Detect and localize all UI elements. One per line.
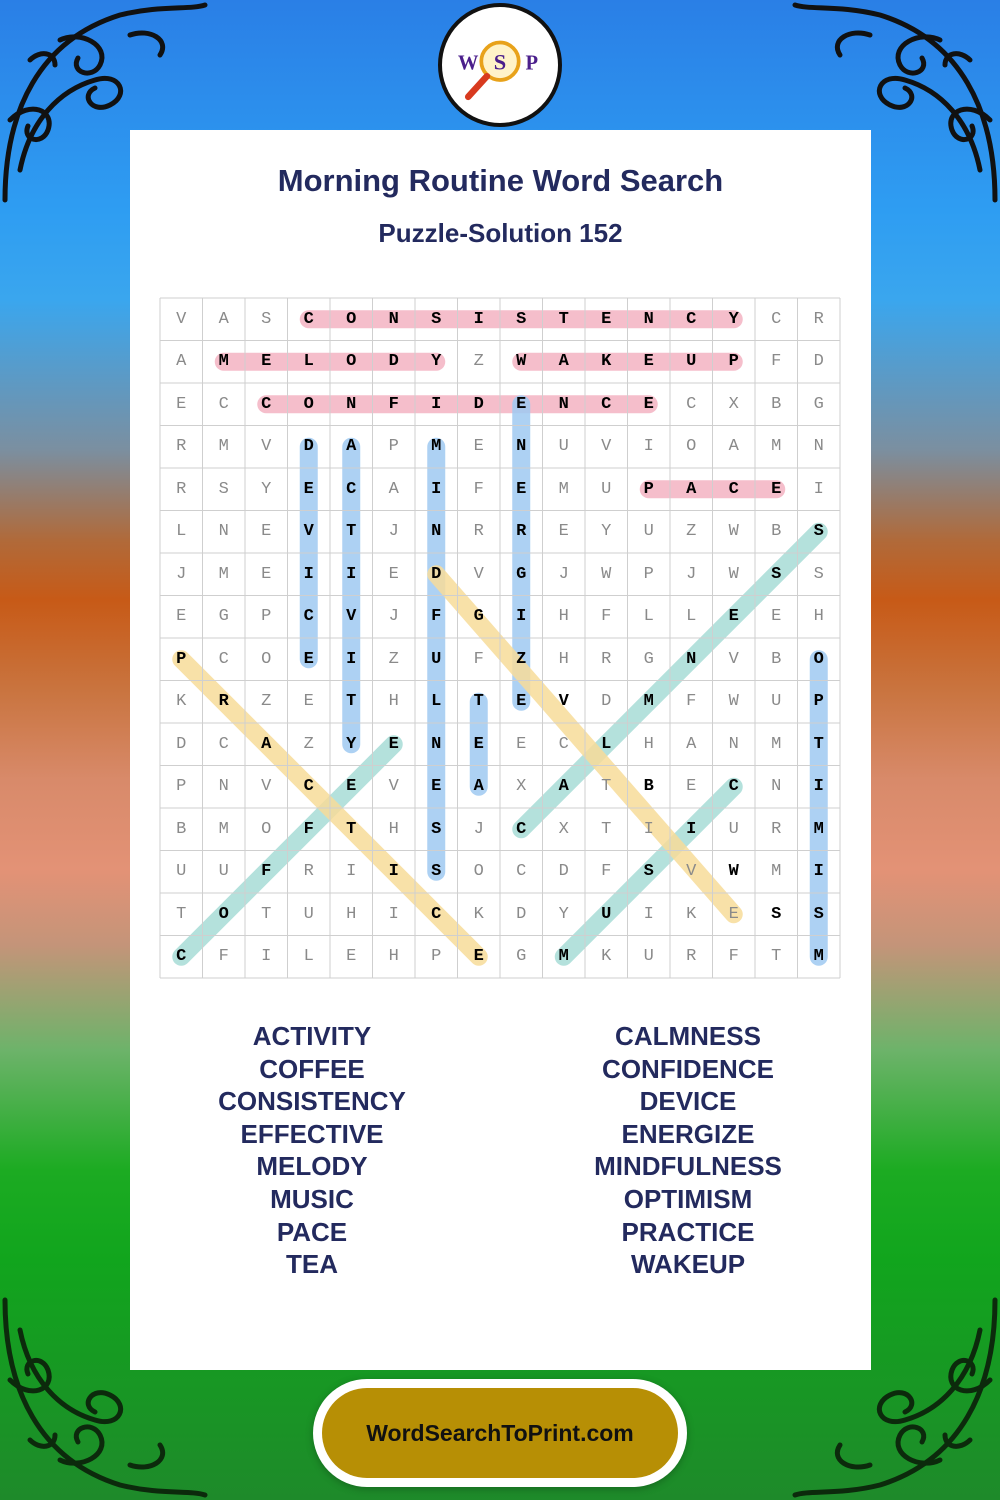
- grid-cell[interactable]: K: [473, 904, 484, 924]
- logo-letter-w: W: [457, 52, 479, 75]
- grid-cell[interactable]: U: [601, 479, 612, 499]
- grid-cell[interactable]: F: [473, 479, 484, 499]
- grid-cell[interactable]: H: [388, 692, 399, 712]
- grid-cell[interactable]: H: [813, 607, 824, 627]
- grid-cell[interactable]: N: [686, 649, 697, 669]
- grid-cell[interactable]: D: [813, 352, 824, 372]
- grid-cell[interactable]: E: [771, 479, 782, 499]
- grid-cell[interactable]: T: [346, 522, 357, 542]
- grid-cell[interactable]: R: [813, 309, 824, 329]
- grid-cell[interactable]: N: [431, 734, 442, 754]
- grid-cell[interactable]: Z: [388, 649, 399, 669]
- grid-cell[interactable]: D: [473, 394, 484, 414]
- grid-cell[interactable]: J: [558, 564, 569, 584]
- grid-cell[interactable]: I: [388, 904, 399, 924]
- grid-cell[interactable]: H: [558, 607, 569, 627]
- grid-cell[interactable]: M: [218, 819, 229, 839]
- grid-cell[interactable]: I: [261, 947, 272, 967]
- word-list-item: CALMNESS: [615, 1021, 761, 1051]
- grid-cell[interactable]: T: [558, 309, 569, 329]
- grid-cell[interactable]: R: [771, 819, 782, 839]
- grid-cell[interactable]: S: [516, 309, 527, 329]
- grid-cell[interactable]: V: [261, 777, 272, 797]
- logo-letter-p: P: [525, 52, 539, 75]
- grid-cell[interactable]: V: [346, 607, 357, 627]
- grid-cell[interactable]: C: [516, 862, 527, 882]
- grid-cell[interactable]: A: [686, 479, 697, 499]
- grid-cell[interactable]: C: [771, 309, 782, 329]
- grid-cell[interactable]: C: [346, 479, 357, 499]
- grid-cell[interactable]: E: [686, 777, 697, 797]
- grid-cell[interactable]: I: [516, 607, 527, 627]
- grid-cell[interactable]: V: [601, 437, 612, 457]
- grid-cell[interactable]: F: [601, 607, 612, 627]
- grid-cell[interactable]: E: [261, 522, 272, 542]
- grid-cell[interactable]: M: [431, 437, 442, 457]
- grid-cell[interactable]: X: [516, 777, 527, 797]
- grid-cell[interactable]: R: [601, 649, 612, 669]
- grid-cell[interactable]: A: [558, 352, 569, 372]
- grid-cell[interactable]: U: [558, 437, 569, 457]
- letter-grid: [160, 298, 840, 978]
- grid-cell[interactable]: I: [303, 564, 314, 584]
- grid-cell[interactable]: J: [686, 564, 697, 584]
- grid-cell[interactable]: B: [771, 649, 782, 669]
- grid-cell[interactable]: C: [303, 607, 314, 627]
- grid-cell[interactable]: T: [601, 777, 612, 797]
- grid-cell[interactable]: O: [261, 819, 272, 839]
- word-list-item: PRACTICE: [621, 1216, 755, 1247]
- grid-cell[interactable]: S: [771, 564, 782, 584]
- grid-cell[interactable]: J: [473, 819, 484, 839]
- grid-cell[interactable]: U: [643, 947, 654, 967]
- grid-cell[interactable]: S: [431, 309, 442, 329]
- grid-cell[interactable]: K: [176, 692, 187, 712]
- grid-cell[interactable]: C: [303, 309, 314, 329]
- grid-cell[interactable]: T: [346, 692, 357, 712]
- website-button[interactable]: [322, 1388, 678, 1478]
- grid-cell[interactable]: F: [261, 862, 272, 882]
- grid-cell[interactable]: C: [516, 819, 527, 839]
- grid-cell[interactable]: E: [601, 309, 612, 329]
- grid-cell[interactable]: E: [516, 734, 527, 754]
- grid-cell[interactable]: I: [346, 649, 357, 669]
- grid-cell[interactable]: R: [516, 522, 527, 542]
- grid-cell[interactable]: N: [643, 309, 654, 329]
- grid-cell[interactable]: H: [346, 904, 357, 924]
- grid-cell[interactable]: Z: [516, 649, 527, 669]
- grid-cell[interactable]: F: [771, 352, 782, 372]
- grid-cell[interactable]: R: [176, 479, 187, 499]
- grid-cell[interactable]: U: [176, 862, 187, 882]
- wsp-logo[interactable]: [438, 3, 562, 127]
- grid-cell[interactable]: T: [771, 947, 782, 967]
- grid-cell[interactable]: G: [218, 607, 229, 627]
- grid-cell[interactable]: S: [431, 819, 442, 839]
- grid-cell[interactable]: O: [303, 394, 314, 414]
- grid-cell[interactable]: I: [388, 862, 399, 882]
- grid-cell[interactable]: A: [558, 777, 569, 797]
- page-subtitle: Puzzle-Solution 152: [378, 218, 623, 248]
- grid-cell[interactable]: C: [686, 309, 697, 329]
- grid-cell[interactable]: C: [686, 394, 697, 414]
- grid-cell[interactable]: H: [643, 734, 654, 754]
- word-list-item: EFFECTIVE: [240, 1118, 384, 1149]
- grid-cell[interactable]: D: [388, 352, 399, 372]
- grid-cell[interactable]: D: [303, 437, 314, 457]
- grid-cell[interactable]: R: [176, 437, 187, 457]
- grid-cell[interactable]: Y: [346, 734, 357, 754]
- grid-cell[interactable]: K: [601, 947, 612, 967]
- grid-cell[interactable]: J: [388, 607, 399, 627]
- website-label: WordSearchToPrint.com: [366, 1419, 634, 1446]
- grid-cell[interactable]: E: [346, 947, 357, 967]
- grid-cell[interactable]: T: [601, 819, 612, 839]
- word-list-item: MINDFULNESS: [594, 1151, 782, 1182]
- grid-cell[interactable]: U: [303, 904, 314, 924]
- grid-cell[interactable]: F: [303, 819, 314, 839]
- grid-cell[interactable]: B: [771, 394, 782, 414]
- grid-cell[interactable]: E: [516, 479, 527, 499]
- grid-cell[interactable]: M: [643, 692, 654, 712]
- grid-cell[interactable]: G: [516, 564, 527, 584]
- word-list-item: TEA: [286, 1249, 338, 1280]
- grid-cell[interactable]: P: [176, 777, 187, 797]
- grid-cell[interactable]: T: [261, 904, 272, 924]
- grid-cell[interactable]: S: [218, 479, 229, 499]
- grid-cell[interactable]: E: [303, 649, 314, 669]
- grid-cell[interactable]: G: [473, 607, 484, 627]
- word-search-grid: [160, 298, 840, 978]
- grid-cell[interactable]: B: [643, 777, 654, 797]
- grid-cell[interactable]: E: [346, 777, 357, 797]
- grid-cell[interactable]: H: [388, 819, 399, 839]
- grid-cell[interactable]: N: [218, 777, 229, 797]
- grid-cell[interactable]: R: [473, 522, 484, 542]
- grid-cell[interactable]: A: [176, 352, 187, 372]
- grid-cell[interactable]: C: [431, 904, 442, 924]
- grid-cell[interactable]: V: [686, 862, 697, 882]
- grid-cell[interactable]: E: [473, 437, 484, 457]
- grid-cell[interactable]: M: [771, 734, 782, 754]
- grid-cell[interactable]: P: [728, 352, 739, 372]
- grid-cell[interactable]: O: [473, 862, 484, 882]
- grid-cell[interactable]: U: [686, 352, 697, 372]
- grid-cell[interactable]: M: [771, 862, 782, 882]
- grid-cell[interactable]: S: [431, 862, 442, 882]
- grid-cell[interactable]: V: [303, 522, 314, 542]
- grid-cell[interactable]: Y: [558, 904, 569, 924]
- grid-cell[interactable]: I: [643, 437, 654, 457]
- grid-cell[interactable]: E: [516, 692, 527, 712]
- grid-cell[interactable]: L: [303, 947, 314, 967]
- grid-cell[interactable]: F: [601, 862, 612, 882]
- grid-cell[interactable]: M: [218, 564, 229, 584]
- grid-cell[interactable]: J: [176, 564, 187, 584]
- grid-cell[interactable]: Y: [261, 479, 272, 499]
- grid-cell[interactable]: W: [728, 522, 739, 542]
- grid-cell[interactable]: E: [176, 394, 187, 414]
- grid-cell[interactable]: Z: [686, 522, 697, 542]
- grid-cell[interactable]: S: [643, 862, 654, 882]
- grid-cell[interactable]: E: [728, 607, 739, 627]
- grid-cell[interactable]: L: [176, 522, 187, 542]
- grid-cell[interactable]: P: [261, 607, 272, 627]
- grid-cell[interactable]: D: [431, 564, 442, 584]
- grid-cell[interactable]: V: [473, 564, 484, 584]
- word-list-item: MUSIC: [270, 1183, 354, 1214]
- grid-cell[interactable]: U: [728, 819, 739, 839]
- grid-cell[interactable]: O: [218, 904, 229, 924]
- grid-cell[interactable]: S: [813, 904, 824, 924]
- puzzle-panel: [130, 130, 871, 1370]
- grid-cell[interactable]: E: [643, 394, 654, 414]
- grid-cell[interactable]: I: [813, 479, 824, 499]
- grid-cell[interactable]: C: [218, 734, 229, 754]
- grid-cell[interactable]: Z: [473, 352, 484, 372]
- grid-cell[interactable]: E: [558, 522, 569, 542]
- word-list-item: ACTIVITY: [252, 1021, 372, 1051]
- grid-cell[interactable]: E: [388, 564, 399, 584]
- grid-cell[interactable]: D: [558, 862, 569, 882]
- grid-cell[interactable]: O: [261, 649, 272, 669]
- grid-cell[interactable]: W: [728, 862, 739, 882]
- grid-cell[interactable]: A: [346, 437, 357, 457]
- grid-cell[interactable]: S: [771, 904, 782, 924]
- word-list-item: CONSISTENCY: [218, 1086, 406, 1117]
- grid-cell[interactable]: Y: [601, 522, 612, 542]
- grid-cell[interactable]: N: [558, 394, 569, 414]
- grid-cell[interactable]: M: [218, 437, 229, 457]
- grid-cell[interactable]: B: [771, 522, 782, 542]
- grid-cell[interactable]: S: [813, 564, 824, 584]
- grid-cell[interactable]: U: [218, 862, 229, 882]
- grid-cell[interactable]: Z: [303, 734, 314, 754]
- word-list-right: [528, 1020, 848, 1281]
- grid-cell[interactable]: O: [686, 437, 697, 457]
- grid-cell[interactable]: O: [813, 649, 824, 669]
- grid-cell[interactable]: W: [728, 692, 739, 712]
- grid-cell[interactable]: D: [601, 692, 612, 712]
- grid-cell[interactable]: U: [643, 522, 654, 542]
- grid-cell[interactable]: B: [176, 819, 187, 839]
- grid-cell[interactable]: F: [218, 947, 229, 967]
- grid-cell[interactable]: M: [558, 479, 569, 499]
- grid-cell[interactable]: O: [346, 352, 357, 372]
- grid-cell[interactable]: A: [728, 437, 739, 457]
- grid-cell[interactable]: P: [176, 649, 187, 669]
- grid-cell[interactable]: E: [261, 352, 272, 372]
- grid-cell[interactable]: W: [601, 564, 612, 584]
- grid-cell[interactable]: E: [473, 947, 484, 967]
- grid-cell[interactable]: N: [813, 437, 824, 457]
- word-list-item: PACE: [276, 1216, 348, 1247]
- grid-cell[interactable]: R: [686, 947, 697, 967]
- logo-letter-s: S: [493, 49, 507, 75]
- grid-cell[interactable]: N: [771, 777, 782, 797]
- grid-cell[interactable]: C: [176, 947, 187, 967]
- grid-cell[interactable]: H: [558, 649, 569, 669]
- grid-cell[interactable]: J: [388, 522, 399, 542]
- grid-cell[interactable]: C: [303, 777, 314, 797]
- grid-cell[interactable]: U: [601, 904, 612, 924]
- word-list-left: [152, 1020, 472, 1281]
- grid-cell[interactable]: A: [261, 734, 272, 754]
- grid-cell[interactable]: H: [388, 947, 399, 967]
- grid-cell[interactable]: M: [813, 947, 824, 967]
- grid-cell[interactable]: L: [643, 607, 654, 627]
- grid-cell[interactable]: F: [431, 607, 442, 627]
- grid-cell[interactable]: A: [218, 309, 229, 329]
- grid-cell[interactable]: T: [346, 819, 357, 839]
- grid-cell[interactable]: E: [431, 777, 442, 797]
- grid-cell[interactable]: I: [643, 819, 654, 839]
- grid-cell[interactable]: S: [813, 522, 824, 542]
- grid-cell[interactable]: F: [388, 394, 399, 414]
- grid-cell[interactable]: P: [643, 564, 654, 584]
- grid-cell[interactable]: M: [218, 352, 229, 372]
- grid-cell[interactable]: P: [388, 437, 399, 457]
- grid-cell[interactable]: E: [303, 479, 314, 499]
- grid-cell[interactable]: S: [261, 309, 272, 329]
- grid-cell[interactable]: W: [728, 564, 739, 584]
- grid-cell[interactable]: N: [728, 734, 739, 754]
- grid-cell[interactable]: G: [643, 649, 654, 669]
- grid-cell[interactable]: G: [813, 394, 824, 414]
- grid-cell[interactable]: E: [771, 607, 782, 627]
- grid-cell[interactable]: N: [346, 394, 357, 414]
- grid-cell[interactable]: N: [218, 522, 229, 542]
- grid-cell[interactable]: I: [643, 904, 654, 924]
- grid-cell[interactable]: E: [388, 734, 399, 754]
- grid-cell[interactable]: D: [516, 904, 527, 924]
- grid-cell[interactable]: T: [473, 692, 484, 712]
- grid-cell[interactable]: A: [686, 734, 697, 754]
- grid-cell[interactable]: V: [261, 437, 272, 457]
- grid-cell[interactable]: R: [303, 862, 314, 882]
- grid-cell[interactable]: X: [558, 819, 569, 839]
- grid-cell[interactable]: F: [686, 692, 697, 712]
- grid-cell[interactable]: I: [431, 479, 442, 499]
- word-list-item: MELODY: [256, 1151, 368, 1182]
- grid-cell[interactable]: K: [686, 904, 697, 924]
- grid-cell[interactable]: P: [431, 947, 442, 967]
- grid-cell[interactable]: I: [686, 819, 697, 839]
- grid-cell[interactable]: N: [431, 522, 442, 542]
- grid-cell[interactable]: T: [813, 734, 824, 754]
- word-list-item: DEVICE: [639, 1086, 737, 1117]
- grid-cell[interactable]: E: [728, 904, 739, 924]
- word-list-item: COFFEE: [259, 1053, 365, 1084]
- grid-cell[interactable]: C: [728, 479, 739, 499]
- grid-cell[interactable]: A: [388, 479, 399, 499]
- grid-cell[interactable]: U: [431, 649, 442, 669]
- grid-cell[interactable]: M: [813, 819, 824, 839]
- grid-cell[interactable]: Y: [431, 352, 442, 372]
- grid-cell[interactable]: I: [813, 862, 824, 882]
- grid-cell[interactable]: I: [473, 309, 484, 329]
- word-list-item: CONFIDENCE: [602, 1053, 774, 1084]
- word-list-item: WAKEUP: [630, 1249, 746, 1280]
- grid-cell[interactable]: R: [218, 692, 229, 712]
- grid-cell[interactable]: C: [558, 734, 569, 754]
- grid-cell[interactable]: V: [728, 649, 739, 669]
- grid-cell[interactable]: T: [176, 904, 187, 924]
- grid-cell[interactable]: E: [473, 734, 484, 754]
- grid-cell[interactable]: V: [176, 309, 187, 329]
- grid-cell[interactable]: I: [431, 394, 442, 414]
- grid-cell[interactable]: C: [218, 394, 229, 414]
- grid-cell[interactable]: O: [346, 309, 357, 329]
- grid-cell[interactable]: W: [516, 352, 527, 372]
- grid-cell[interactable]: Y: [728, 309, 739, 329]
- word-list-item: ENERGIZE: [621, 1118, 755, 1149]
- grid-cell[interactable]: K: [601, 352, 612, 372]
- grid-cell[interactable]: D: [176, 734, 187, 754]
- grid-cell[interactable]: C: [728, 777, 739, 797]
- grid-cell[interactable]: N: [388, 309, 399, 329]
- grid-cell[interactable]: P: [643, 479, 654, 499]
- grid-cell[interactable]: E: [176, 607, 187, 627]
- grid-cell[interactable]: L: [431, 692, 442, 712]
- grid-cell[interactable]: A: [473, 777, 484, 797]
- grid-cell[interactable]: V: [558, 692, 569, 712]
- grid-cell[interactable]: I: [813, 777, 824, 797]
- grid-cell[interactable]: C: [218, 649, 229, 669]
- grid-cell[interactable]: M: [558, 947, 569, 967]
- grid-cell[interactable]: E: [303, 692, 314, 712]
- grid-cell[interactable]: L: [303, 352, 314, 372]
- grid-cell[interactable]: E: [516, 394, 527, 414]
- page-title: Morning Routine Word Search: [277, 163, 724, 198]
- grid-cell[interactable]: E: [643, 352, 654, 372]
- grid-cell[interactable]: F: [728, 947, 739, 967]
- grid-cell[interactable]: I: [346, 862, 357, 882]
- grid-cell[interactable]: L: [686, 607, 697, 627]
- grid-cell[interactable]: C: [601, 394, 612, 414]
- grid-cell[interactable]: G: [516, 947, 527, 967]
- grid-cell[interactable]: U: [771, 692, 782, 712]
- grid-cell[interactable]: Z: [261, 692, 272, 712]
- word-list-item: OPTIMISM: [623, 1183, 753, 1214]
- grid-cell[interactable]: X: [728, 394, 739, 414]
- grid-cell[interactable]: N: [516, 437, 527, 457]
- grid-cell[interactable]: F: [473, 649, 484, 669]
- grid-cell[interactable]: P: [813, 692, 824, 712]
- grid-cell[interactable]: E: [261, 564, 272, 584]
- grid-cell[interactable]: I: [346, 564, 357, 584]
- grid-cell[interactable]: M: [771, 437, 782, 457]
- grid-cell[interactable]: V: [388, 777, 399, 797]
- grid-cell[interactable]: C: [261, 394, 272, 414]
- grid-cell[interactable]: L: [601, 734, 612, 754]
